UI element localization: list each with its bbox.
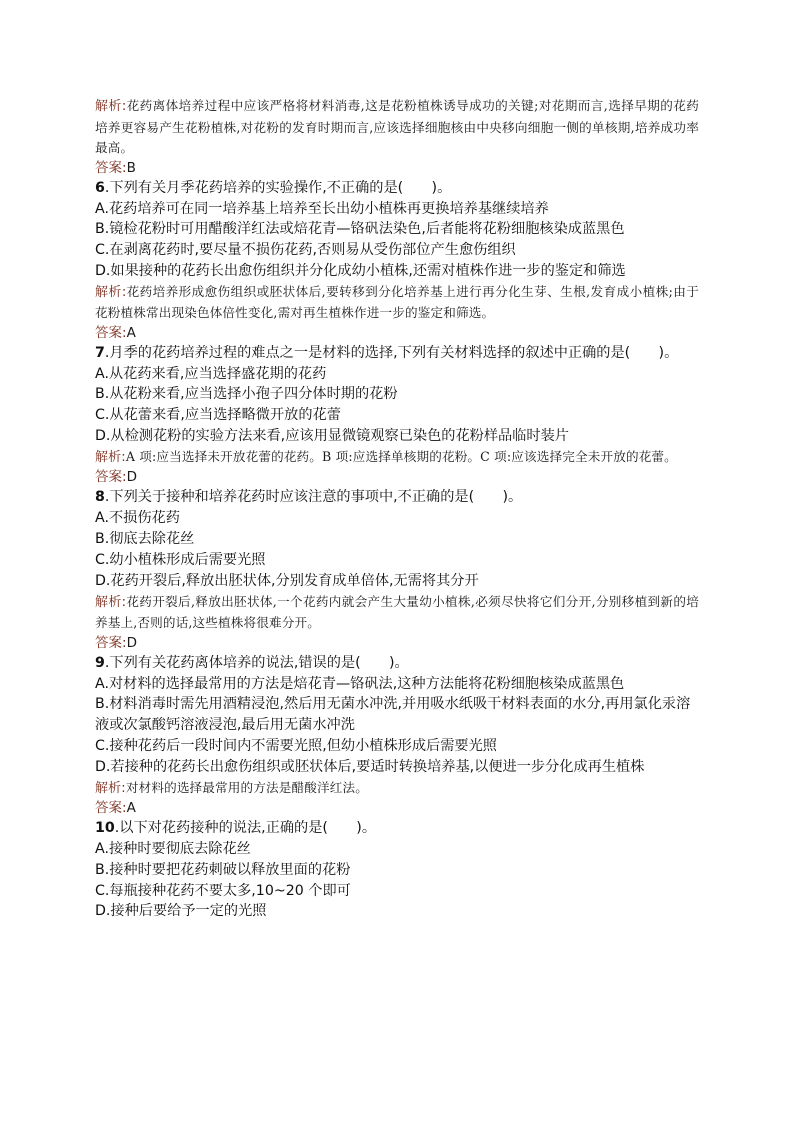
q10-option-d: D.接种后要给予一定的光照	[95, 903, 267, 920]
q5-explanation	[95, 96, 699, 159]
answer-value: B	[126, 159, 136, 176]
q10-option-b: B.接种时要把花药刺破以释放里面的花粉	[95, 861, 351, 878]
q10-option-a: A.接种时要彻底去除花丝	[95, 841, 251, 858]
q10-option-c: C.每瓶接种花药不要太多,10~20 个即可	[95, 882, 351, 899]
explanation-label: 解析:	[95, 780, 126, 796]
question-number: 6	[95, 179, 105, 196]
q6-option-c: C.在剥离花药时,要尽量不损伤花药,否则易从受伤部位产生愈伤组织	[95, 242, 516, 259]
explanation-label: 解析:	[95, 594, 127, 610]
q7-option-d: D.从检测花粉的实验方法来看,应该用显微镜观察已染色的花粉样品临时装片	[95, 428, 569, 445]
answer-value: A	[126, 800, 136, 817]
q7-option-c: C.从花蕾来看,应当选择略微开放的花蕾	[95, 407, 341, 424]
answer-label: 答案:	[95, 159, 127, 176]
explanation-text: 花药开裂后,释放出胚状体,一个花药内就会产生大量幼小植株,必须尽快将它们分开,分别移植到新的培养基上,否则的话,这些植株将很难分开。	[95, 593, 699, 631]
q6-explanation	[95, 282, 699, 324]
explanation-label: 解析:	[95, 284, 127, 300]
answer-value: A	[126, 324, 136, 341]
q7-option-b: B.从花粉来看,应当选择小孢子四分体时期的花粉	[95, 386, 398, 403]
explanation-text: 花药培养形成愈伤组织或胚状体后,要转移到分化培养基上进行再分化生芽、生根,发育成小植株;由于花粉植株常出现染色体倍性变化,需对再生植株作进一步的鉴定和筛选。	[95, 283, 699, 321]
question-number: 7	[95, 344, 105, 361]
question-6	[95, 178, 699, 199]
q6-option-b: B.镜检花粉时可用醋酸洋红法或焙花青—铬矾法染色,后者能将花粉细胞核染成蓝黑色	[95, 221, 625, 238]
q9-option-c: C.接种花药后一段时间内不需要光照,但幼小植株形成后需要光照	[95, 737, 497, 754]
question-stem: .以下对花药接种的说法,正确的是( )。	[114, 820, 377, 837]
question-stem: .月季的花药培养过程的难点之一是材料的选择,下列有关材料选择的叙述中正确的是( )。	[104, 344, 679, 361]
q9-option-d: D.若接种的花药长出愈伤组织或胚状体后,要适时转换培养基,以便进一步分化成再生植株	[95, 758, 645, 775]
q9-option-a: A.对材料的选择最常用的方法是焙花青—铬矾法,这种方法能将花粉细胞核染成蓝黑色	[95, 675, 625, 692]
q6-answer	[95, 324, 699, 343]
question-stem: .下列有关月季花药培养的实验操作,不正确的是( )。	[104, 179, 452, 196]
explanation-text: A 项:应当选择未开放花蕾的花药。B 项:应选择单核期的花粉。C 项:应该选择完全未开放的花蕾。	[125, 448, 677, 464]
explanation-label: 解析:	[95, 449, 126, 465]
answer-label: 答案:	[95, 634, 127, 651]
q8-option-a: A.不损伤花药	[95, 510, 180, 527]
question-number: 10	[95, 820, 115, 837]
question-stem: .下列有关花药离体培养的说法,错误的是( )。	[104, 654, 409, 671]
explanation-text: 对材料的选择最常用的方法是醋酸洋红法。	[125, 779, 368, 795]
answer-label: 答案:	[95, 324, 127, 341]
question-8	[95, 487, 699, 508]
question-7	[95, 343, 699, 364]
q8-explanation	[95, 592, 699, 634]
q7-option-a: A.从花药来看,应当选择盛花期的花药	[95, 365, 327, 382]
answer-value: D	[126, 634, 137, 651]
q9-answer	[95, 799, 699, 818]
answer-value: D	[126, 469, 137, 486]
q8-option-c: C.幼小植株形成后需要光照	[95, 551, 266, 568]
q8-option-b: B.彻底去除花丝	[95, 531, 195, 548]
question-stem: .下列关于接种和培养花药时应该注意的事项中,不正确的是( )。	[104, 489, 523, 506]
document-page	[95, 96, 699, 922]
answer-label: 答案:	[95, 800, 127, 817]
q5-answer	[95, 159, 699, 178]
q9-option-b: B.材料消毒时需先用酒精浸泡,然后用无菌水冲洗,并用吸水纸吸干材料表面的水分,再用氯化汞溶液或次氯酸钙溶液浸泡,最后用无菌水冲洗	[95, 696, 691, 734]
question-9	[95, 653, 699, 674]
q6-option-a: A.花药培养可在同一培养基上培养至长出幼小植株再更换培养基继续培养	[95, 200, 549, 217]
question-number: 9	[95, 654, 105, 671]
q7-answer	[95, 468, 699, 487]
explanation-label: 解析:	[95, 99, 127, 114]
q7-explanation	[95, 447, 699, 469]
question-number: 8	[95, 489, 105, 506]
q6-option-d: D.如果接种的花药长出愈伤组织并分化成幼小植株,还需对植株作进一步的鉴定和筛选	[95, 262, 626, 279]
question-10	[95, 818, 699, 839]
q8-option-d: D.花药开裂后,释放出胚状体,分别发育成单倍体,无需将其分开	[95, 572, 479, 589]
q8-answer	[95, 634, 699, 653]
q9-explanation	[95, 778, 699, 800]
answer-label: 答案:	[95, 469, 127, 486]
explanation-text: 花药离体培养过程中应该严格将材料消毒,这是花粉植株诱导成功的关键;对花期而言,选择早期的花药培养更容易产生花粉植株,对花粉的发育时期而言,应该选择细胞核由中央移向细胞一侧的单核期,培养成功率最高。	[95, 98, 699, 155]
